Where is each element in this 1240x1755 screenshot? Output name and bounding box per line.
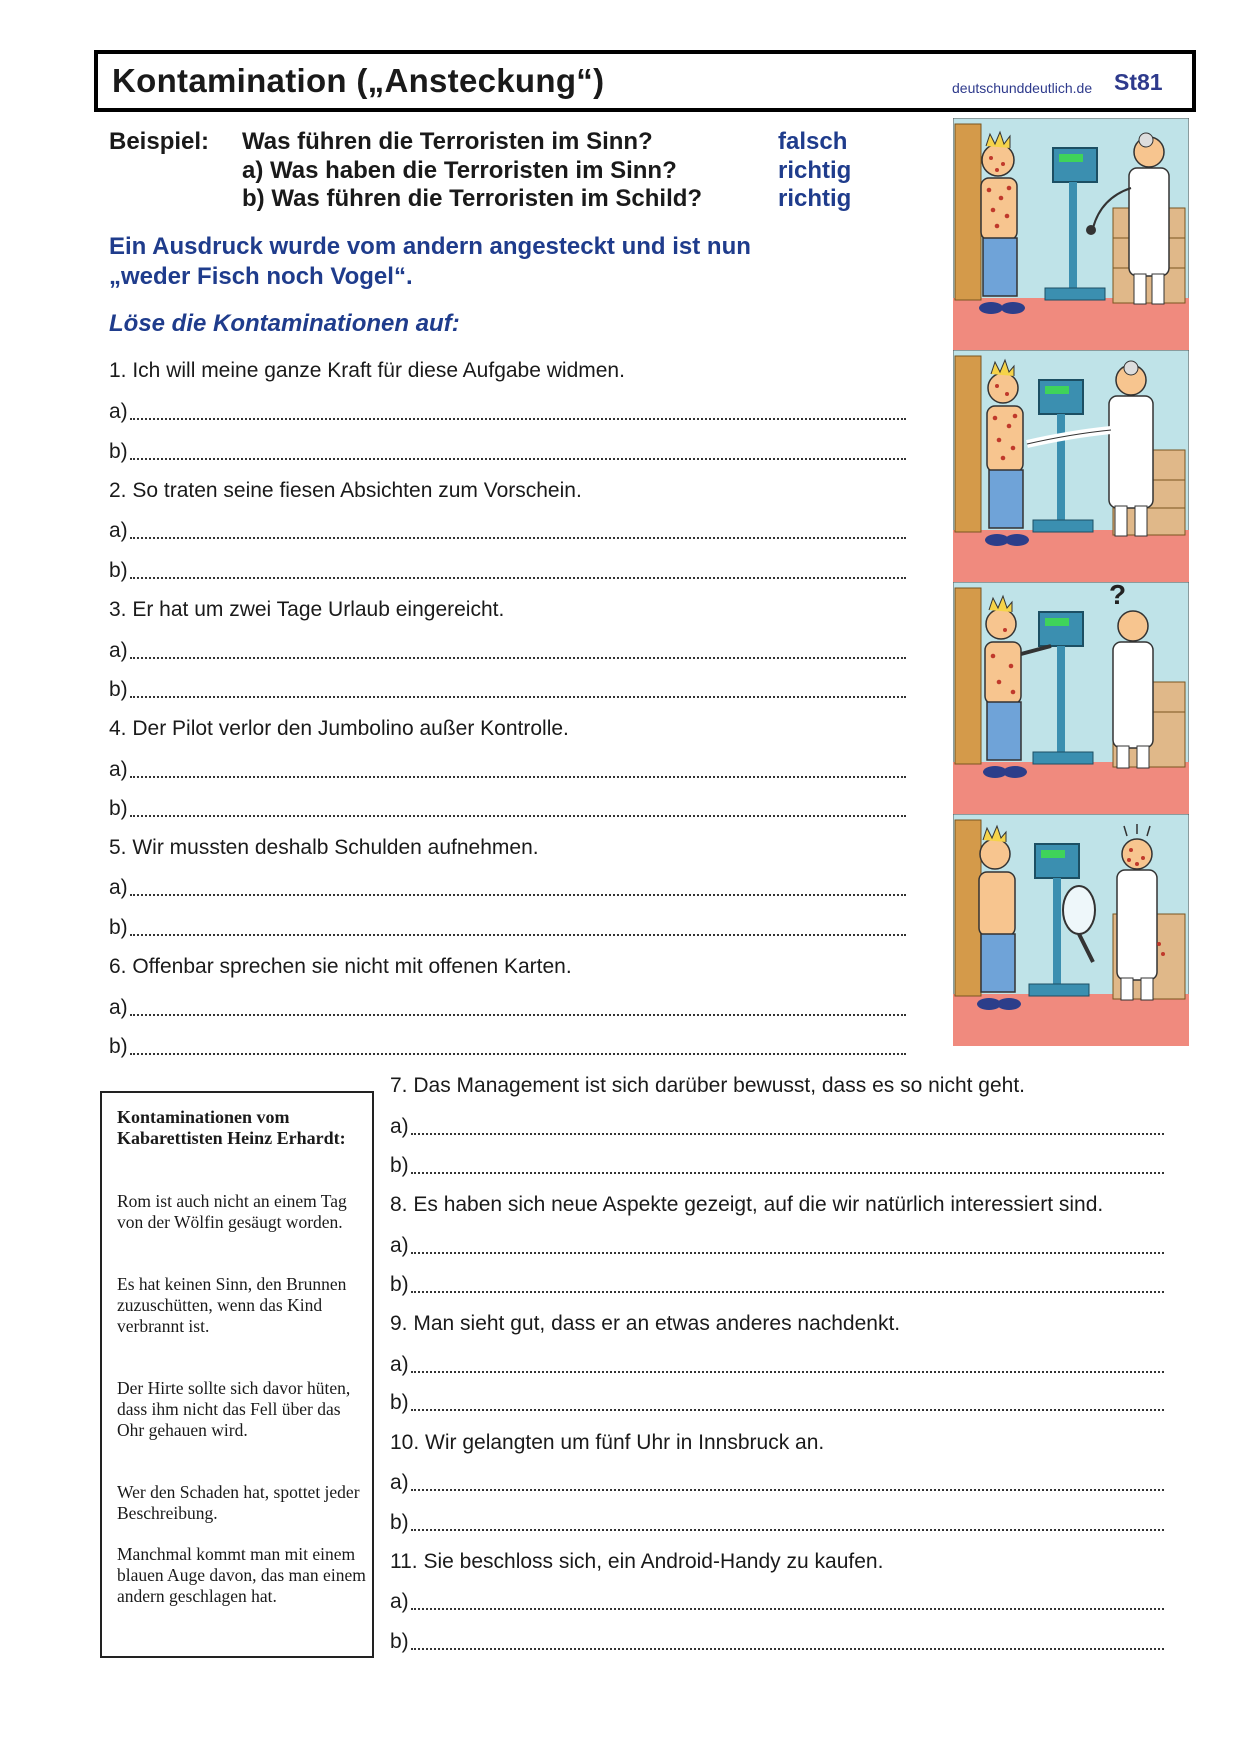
answer-line[interactable]: a) (109, 758, 906, 782)
exercise-question: 5. Wir mussten deshalb Schulden aufnehmen. (109, 836, 539, 859)
answer-line[interactable]: a) (390, 1353, 1164, 1377)
answer-line[interactable]: b) (390, 1511, 1164, 1535)
quote-item: Manchmal kommt man mit einem blauen Auge davon, das man einem andern geschlagen hat. (117, 1544, 366, 1606)
answer-line[interactable]: a) (109, 400, 906, 424)
exercise-question: 10. Wir gelangten um fünf Uhr in Innsbruck an. (390, 1431, 825, 1454)
answer-line[interactable]: b) (109, 440, 906, 464)
exercise-question: 7. Das Management ist sich darüber bewusst, dass es so nicht geht. (390, 1074, 1025, 1097)
quote-item: Wer den Schaden hat, spottet jeder Beschreibung. (117, 1482, 360, 1523)
exercise-question: 11. Sie beschloss sich, ein Android-Handy zu kaufen. (390, 1550, 884, 1573)
answer-line[interactable]: b) (390, 1630, 1164, 1654)
example-verdict: richtig (778, 157, 852, 184)
example-verdict: falsch (778, 128, 848, 155)
cartoon-patient-spotted (953, 118, 1189, 350)
answer-line[interactable]: a) (390, 1234, 1164, 1258)
answer-line[interactable]: a) (390, 1590, 1164, 1614)
exercise-question: 8. Es haben sich neue Aspekte gezeigt, auf die wir natürlich interessiert sind. (390, 1193, 1104, 1216)
cartoon-doctor-infected (953, 814, 1189, 1046)
page-title: Kontamination („Ansteckung“) (112, 62, 605, 99)
exercise-question: 6. Offenbar sprechen sie nicht mit offenen Karten. (109, 955, 572, 978)
answer-line[interactable]: b) (390, 1273, 1164, 1297)
cartoon-doctor-examines (953, 350, 1189, 582)
example-label: Beispiel: (109, 128, 210, 155)
title-box (94, 50, 1196, 112)
exercise-question: 3. Er hat um zwei Tage Urlaub eingereicht. (109, 598, 505, 621)
answer-line[interactable]: a) (109, 876, 906, 900)
answer-line[interactable]: b) (109, 678, 906, 702)
example-verdict: richtig (778, 185, 852, 212)
quote-item: Es hat keinen Sinn, den Brunnen zuzuschütten, wenn das Kind verbrannt ist. (117, 1274, 347, 1336)
explanation-line: „weder Fisch noch Vogel“. (109, 263, 413, 290)
answer-line[interactable]: b) (390, 1391, 1164, 1415)
quote-box-title: Kontaminationen vom Kabarettisten Heinz Erhardt: (117, 1107, 346, 1148)
answer-line[interactable]: a) (109, 639, 906, 663)
answer-line[interactable]: b) (109, 1035, 906, 1059)
explanation (109, 232, 751, 292)
answer-line[interactable]: a) (109, 996, 906, 1020)
answer-line[interactable]: a) (109, 519, 906, 543)
exercise-question: 1. Ich will meine ganze Kraft für diese Aufgabe widmen. (109, 359, 625, 382)
answer-line[interactable]: b) (390, 1154, 1164, 1178)
website-link[interactable]: deutschunddeutlich.de (952, 80, 1093, 96)
exercise-question: 4. Der Pilot verlor den Jumbolino außer Kontrolle. (109, 717, 569, 740)
quote-item: Rom ist auch nicht an einem Tag von der Wölfin gesäugt worden. (117, 1191, 347, 1232)
exercise-question: 9. Man sieht gut, dass er an etwas anderes nachdenkt. (390, 1312, 901, 1335)
cartoon-doctor-puzzled (953, 582, 1189, 814)
example-sentence: a) Was haben die Terroristen im Sinn? (242, 157, 677, 184)
answer-line[interactable]: b) (109, 797, 906, 821)
example-sentence: b) Was führen die Terroristen im Schild? (242, 185, 703, 212)
answer-line[interactable]: a) (390, 1115, 1164, 1139)
exercise-question: 2. So traten seine fiesen Absichten zum Vorschein. (109, 479, 582, 502)
answer-line[interactable]: b) (109, 559, 906, 583)
question-mark-icon: ? (1109, 582, 1127, 610)
explanation-line: Ein Ausdruck wurde vom andern angesteckt und ist nun (109, 233, 751, 260)
task-instruction: Löse die Kontaminationen auf: (109, 310, 460, 337)
answer-line[interactable]: a) (390, 1471, 1164, 1495)
example-sentence: Was führen die Terroristen im Sinn? (242, 128, 653, 155)
quote-item: Der Hirte sollte sich davor hüten, dass ihm nicht das Fell über das Ohr gehauen wird. (117, 1378, 351, 1440)
worksheet-code: St81 (1114, 69, 1163, 95)
answer-line[interactable]: b) (109, 916, 906, 940)
erhardt-quote-box (100, 1091, 374, 1658)
